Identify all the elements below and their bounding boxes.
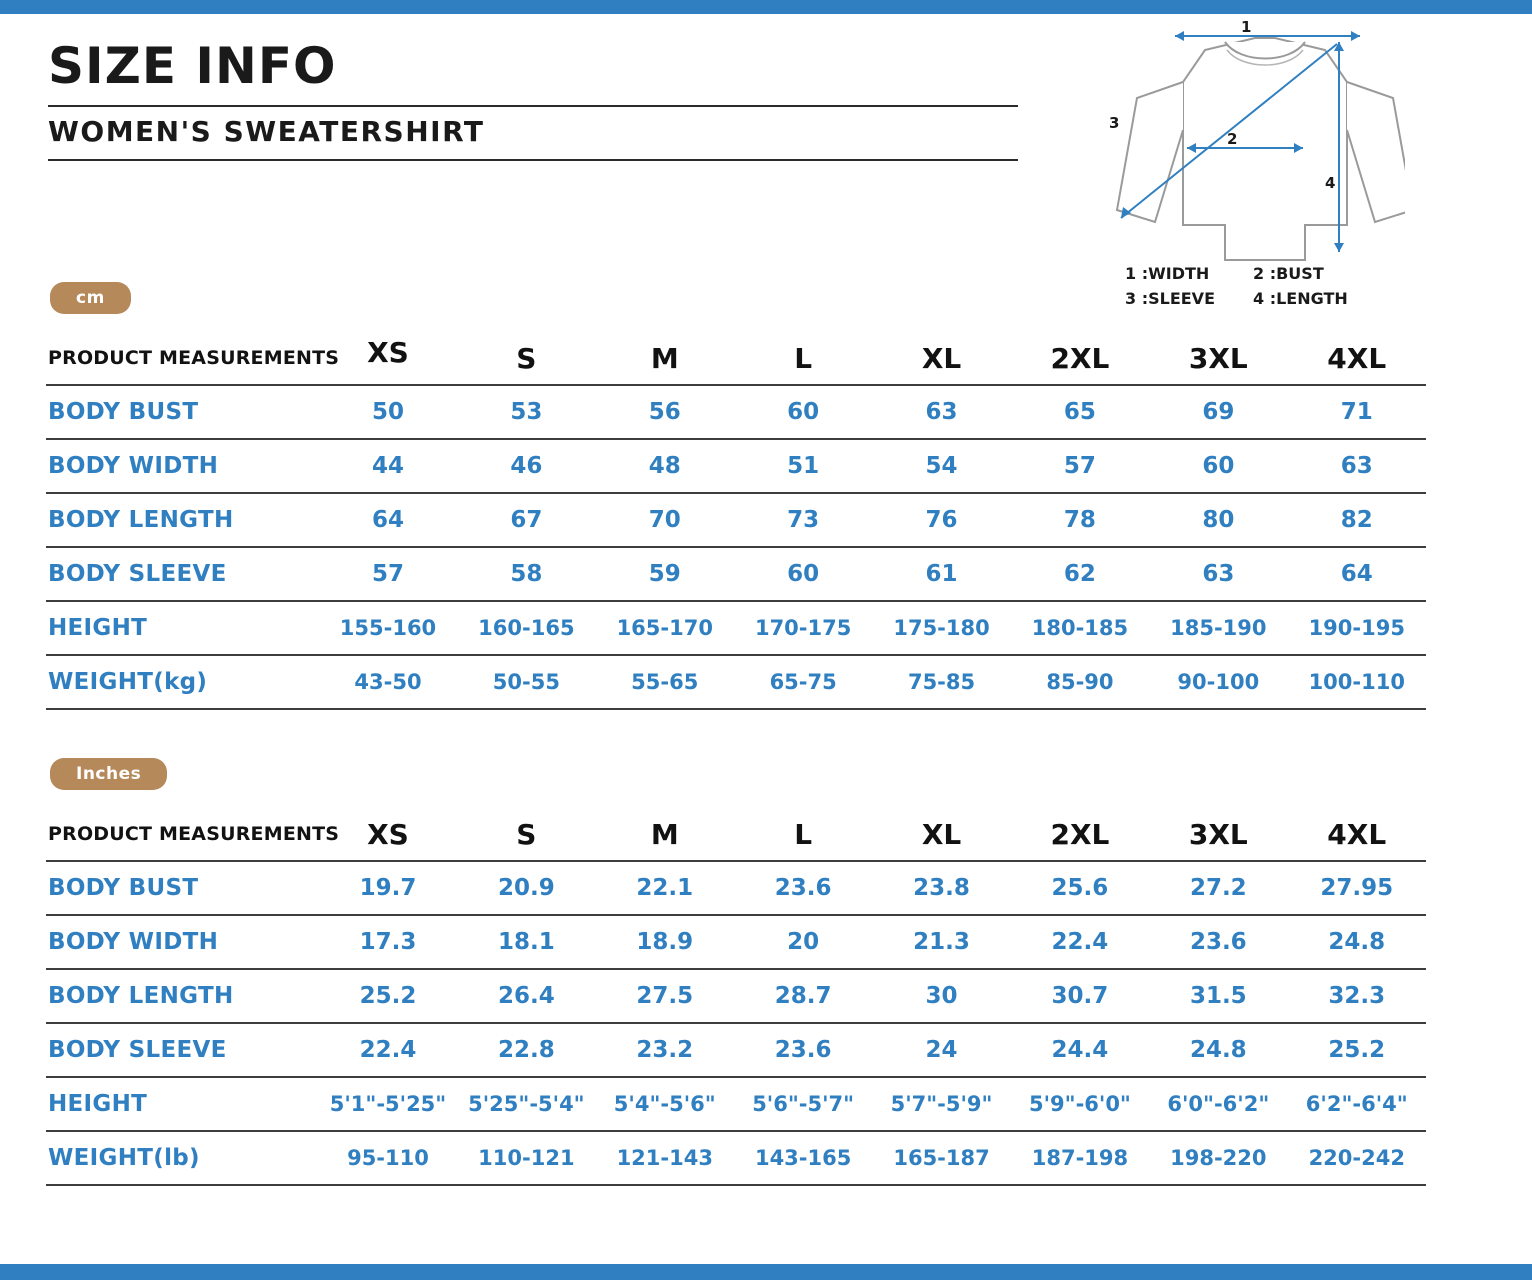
cell-bust-4xl-in: 27.95 <box>1288 861 1426 915</box>
cell-height-s: 160-165 <box>457 601 595 655</box>
cell-width-l: 51 <box>734 439 872 493</box>
cell-bust-xl-in: 23.8 <box>872 861 1010 915</box>
column-header-xs: XS <box>319 326 457 379</box>
cell-length-s-in: 26.4 <box>457 969 595 1023</box>
cell-sleeve-m-in: 23.2 <box>596 1023 734 1077</box>
cell-length-xl-in: 30 <box>872 969 1010 1023</box>
cell-weight-2xl: 85-90 <box>1011 655 1149 709</box>
unit-badge-cm: cm <box>50 282 131 314</box>
cell-width-2xl: 57 <box>1011 439 1149 493</box>
cell-height-m-in: 5'4"-5'6" <box>596 1077 734 1131</box>
cell-width-4xl-in: 24.8 <box>1288 915 1426 969</box>
table-row <box>46 439 1426 493</box>
row-label-body-length: BODY LENGTH <box>46 493 319 547</box>
cell-weight-4xl: 100-110 <box>1288 655 1426 709</box>
cell-sleeve-4xl-in: 25.2 <box>1288 1023 1426 1077</box>
cell-weight-l: 65-75 <box>734 655 872 709</box>
cell-width-3xl: 60 <box>1149 439 1287 493</box>
cell-length-l: 73 <box>734 493 872 547</box>
table-row <box>46 1077 1426 1131</box>
column-header-3xl-in: 3XL <box>1149 808 1287 861</box>
row-label-body-length-in: BODY LENGTH <box>46 969 319 1023</box>
cell-sleeve-xl-in: 24 <box>872 1023 1010 1077</box>
row-label-height: HEIGHT <box>46 601 319 655</box>
cell-height-xs-in: 5'1"-5'25" <box>319 1077 457 1131</box>
cell-height-xs: 155-160 <box>319 601 457 655</box>
cell-sleeve-3xl-in: 24.8 <box>1149 1023 1287 1077</box>
size-table-cm <box>46 332 1426 710</box>
cell-length-4xl-in: 32.3 <box>1288 969 1426 1023</box>
cell-weight-3xl: 90-100 <box>1149 655 1287 709</box>
cell-bust-l: 60 <box>734 385 872 439</box>
cell-sleeve-4xl: 64 <box>1288 547 1426 601</box>
column-header-m-in: M <box>596 808 734 861</box>
subtitle-divider <box>48 159 1018 161</box>
column-header-3xl: 3XL <box>1149 332 1287 385</box>
cell-bust-s-in: 20.9 <box>457 861 595 915</box>
legend-item-length: 4 :LENGTH <box>1253 288 1348 308</box>
cell-length-xs-in: 25.2 <box>319 969 457 1023</box>
cell-width-xl: 54 <box>872 439 1010 493</box>
cell-weight-l-in: 143-165 <box>734 1131 872 1185</box>
cell-height-xl: 175-180 <box>872 601 1010 655</box>
cell-sleeve-s-in: 22.8 <box>457 1023 595 1077</box>
column-header-2xl: 2XL <box>1011 332 1149 385</box>
column-header-l: L <box>734 332 872 385</box>
cell-sleeve-3xl: 63 <box>1149 547 1287 601</box>
cell-width-s-in: 18.1 <box>457 915 595 969</box>
column-header-4xl: 4XL <box>1288 332 1426 385</box>
cell-length-m-in: 27.5 <box>596 969 734 1023</box>
table-row <box>46 655 1426 709</box>
size-chart-page <box>0 14 1532 1264</box>
cell-weight-xs-in: 95-110 <box>319 1131 457 1185</box>
table-row <box>46 547 1426 601</box>
cell-width-l-in: 20 <box>734 915 872 969</box>
table-row <box>46 1131 1426 1185</box>
row-label-weight-kg: WEIGHT(kg) <box>46 655 319 709</box>
cell-height-m: 165-170 <box>596 601 734 655</box>
table-row <box>46 601 1426 655</box>
cell-width-s: 46 <box>457 439 595 493</box>
cell-height-xl-in: 5'7"-5'9" <box>872 1077 1010 1131</box>
cell-sleeve-l: 60 <box>734 547 872 601</box>
bottom-accent-bar <box>0 1264 1532 1280</box>
page-title: SIZE INFO <box>48 37 337 95</box>
title-divider <box>48 105 1018 107</box>
column-header-l-in: L <box>734 808 872 861</box>
column-header-measurements: PRODUCT MEASUREMENTS <box>46 332 319 385</box>
cell-length-3xl-in: 31.5 <box>1149 969 1287 1023</box>
cell-weight-2xl-in: 187-198 <box>1011 1131 1149 1185</box>
callout-2: 2 <box>1227 130 1238 148</box>
cell-width-2xl-in: 22.4 <box>1011 915 1149 969</box>
cell-bust-2xl-in: 25.6 <box>1011 861 1149 915</box>
column-header-4xl-in: 4XL <box>1288 808 1426 861</box>
cell-bust-3xl: 69 <box>1149 385 1287 439</box>
cell-sleeve-2xl: 62 <box>1011 547 1149 601</box>
cell-length-3xl: 80 <box>1149 493 1287 547</box>
unit-badge-inches: Inches <box>50 758 167 790</box>
table-row <box>46 1023 1426 1077</box>
cell-width-m: 48 <box>596 439 734 493</box>
row-label-body-sleeve-in: BODY SLEEVE <box>46 1023 319 1077</box>
cell-sleeve-xs: 57 <box>319 547 457 601</box>
cell-bust-m-in: 22.1 <box>596 861 734 915</box>
cell-height-2xl-in: 5'9"-6'0" <box>1011 1077 1149 1131</box>
size-table-inches <box>46 808 1426 1186</box>
cell-length-xl: 76 <box>872 493 1010 547</box>
cell-bust-s: 53 <box>457 385 595 439</box>
callout-4: 4 <box>1325 174 1336 192</box>
table-row <box>46 861 1426 915</box>
cell-length-xs: 64 <box>319 493 457 547</box>
table-row <box>46 969 1426 1023</box>
cell-weight-xs: 43-50 <box>319 655 457 709</box>
cell-width-xs: 44 <box>319 439 457 493</box>
cell-bust-xs-in: 19.7 <box>319 861 457 915</box>
cell-sleeve-s: 58 <box>457 547 595 601</box>
cell-sleeve-2xl-in: 24.4 <box>1011 1023 1149 1077</box>
row-label-height-in: HEIGHT <box>46 1077 319 1131</box>
cell-length-2xl: 78 <box>1011 493 1149 547</box>
cell-weight-xl: 75-85 <box>872 655 1010 709</box>
callout-3: 3 <box>1109 114 1120 132</box>
legend-item-bust: 2 :BUST <box>1253 264 1324 283</box>
legend-item-sleeve: 3 :SLEEVE <box>1125 288 1215 308</box>
cell-bust-xs: 50 <box>319 385 457 439</box>
table-header-row <box>46 332 1426 385</box>
cell-bust-4xl: 71 <box>1288 385 1426 439</box>
cell-height-s-in: 5'25"-5'4" <box>457 1077 595 1131</box>
cell-height-3xl-in: 6'0"-6'2" <box>1149 1077 1287 1131</box>
cell-bust-3xl-in: 27.2 <box>1149 861 1287 915</box>
table-row <box>46 915 1426 969</box>
table-row <box>46 493 1426 547</box>
diagram-legend <box>1125 262 1395 312</box>
cell-width-m-in: 18.9 <box>596 915 734 969</box>
column-header-2xl-in: 2XL <box>1011 808 1149 861</box>
page-subtitle: WOMEN'S SWEATERSHIRT <box>48 114 485 148</box>
column-header-s: S <box>457 332 595 385</box>
column-header-xl: XL <box>872 332 1010 385</box>
cell-length-4xl: 82 <box>1288 493 1426 547</box>
cell-sleeve-m: 59 <box>596 547 734 601</box>
top-accent-bar <box>0 0 1532 14</box>
cell-bust-2xl: 65 <box>1011 385 1149 439</box>
row-label-body-width-in: BODY WIDTH <box>46 915 319 969</box>
cell-weight-m: 55-65 <box>596 655 734 709</box>
cell-height-4xl-in: 6'2"-6'4" <box>1288 1077 1426 1131</box>
cell-sleeve-xl: 61 <box>872 547 1010 601</box>
row-label-body-sleeve: BODY SLEEVE <box>46 547 319 601</box>
cell-weight-3xl-in: 198-220 <box>1149 1131 1287 1185</box>
cell-length-2xl-in: 30.7 <box>1011 969 1149 1023</box>
cell-bust-m: 56 <box>596 385 734 439</box>
column-header-xl-in: XL <box>872 808 1010 861</box>
cell-width-4xl: 63 <box>1288 439 1426 493</box>
table-row <box>46 385 1426 439</box>
row-label-body-width: BODY WIDTH <box>46 439 319 493</box>
column-header-measurements-in: PRODUCT MEASUREMENTS <box>46 808 319 861</box>
cell-length-l-in: 28.7 <box>734 969 872 1023</box>
cell-sleeve-l-in: 23.6 <box>734 1023 872 1077</box>
cell-weight-s-in: 110-121 <box>457 1131 595 1185</box>
table-header-row <box>46 808 1426 861</box>
cell-sleeve-xs-in: 22.4 <box>319 1023 457 1077</box>
column-header-m: M <box>596 332 734 385</box>
cell-weight-s: 50-55 <box>457 655 595 709</box>
cell-width-3xl-in: 23.6 <box>1149 915 1287 969</box>
cell-height-4xl: 190-195 <box>1288 601 1426 655</box>
cell-width-xs-in: 17.3 <box>319 915 457 969</box>
cell-length-m: 70 <box>596 493 734 547</box>
row-label-body-bust-in: BODY BUST <box>46 861 319 915</box>
callout-1: 1 <box>1241 20 1252 36</box>
cell-bust-l-in: 23.6 <box>734 861 872 915</box>
column-header-xs-in: XS <box>319 808 457 861</box>
cell-width-xl-in: 21.3 <box>872 915 1010 969</box>
cell-height-3xl: 185-190 <box>1149 601 1287 655</box>
cell-height-2xl: 180-185 <box>1011 601 1149 655</box>
row-label-weight-lb: WEIGHT(lb) <box>46 1131 319 1185</box>
cell-weight-m-in: 121-143 <box>596 1131 734 1185</box>
column-header-s-in: S <box>457 808 595 861</box>
cell-weight-4xl-in: 220-242 <box>1288 1131 1426 1185</box>
cell-height-l-in: 5'6"-5'7" <box>734 1077 872 1131</box>
cell-bust-xl: 63 <box>872 385 1010 439</box>
header-block <box>48 37 1018 161</box>
cell-height-l: 170-175 <box>734 601 872 655</box>
row-label-body-bust: BODY BUST <box>46 385 319 439</box>
cell-length-s: 67 <box>457 493 595 547</box>
cell-weight-xl-in: 165-187 <box>872 1131 1010 1185</box>
legend-item-width: 1 :WIDTH <box>1125 264 1210 283</box>
